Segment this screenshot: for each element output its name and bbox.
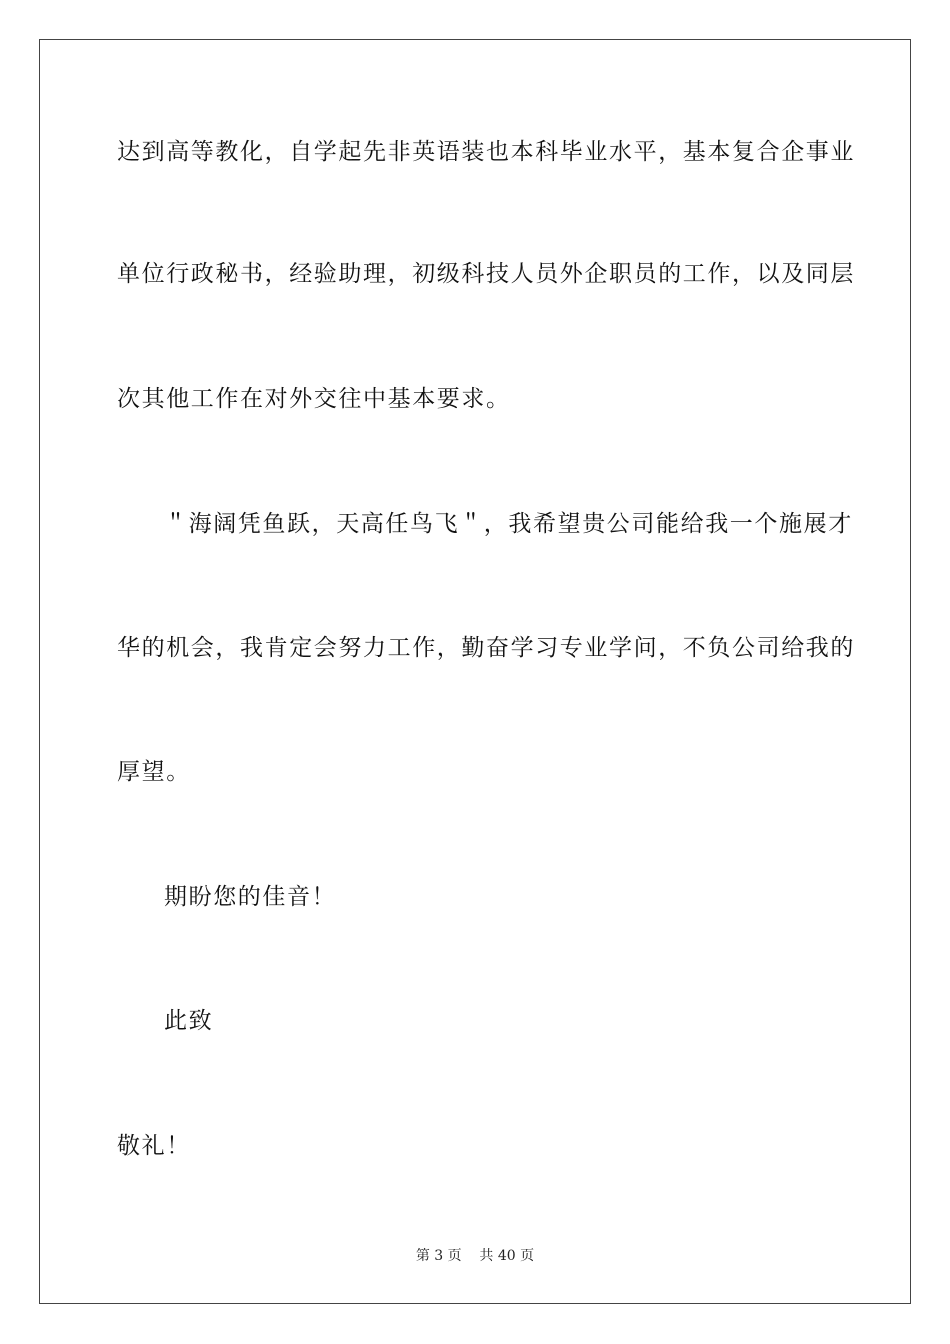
page-number: 第 3 页 共 40 页 [415,1248,535,1264]
page-footer [0,1246,950,1266]
paragraph-line-2: 单位行政秘书，经验助理，初级科技人员外企职员的工作，以及同层 [117,261,855,287]
regards-line: 敬礼！ [117,1133,191,1159]
paragraph-line-6: 厚望。 [117,759,191,785]
paragraph-line-3: 次其他工作在对外交往中基本要求。 [117,386,511,412]
page-border [39,39,911,1304]
salutation-line: 此致 [164,1008,214,1034]
paragraph-line-1: 达到高等教化，自学起先非英语装也本科毕业水平，基本复合企事业 [117,139,855,165]
paragraph-line-4: ＂海阔凭鱼跃，天高任鸟飞＂，我希望贵公司能给我一个施展才 [164,511,853,537]
paragraph-line-5: 华的机会，我肯定会努力工作，勤奋学习专业学问，不负公司给我的 [117,635,855,661]
closing-line: 期盼您的佳音！ [164,884,337,910]
